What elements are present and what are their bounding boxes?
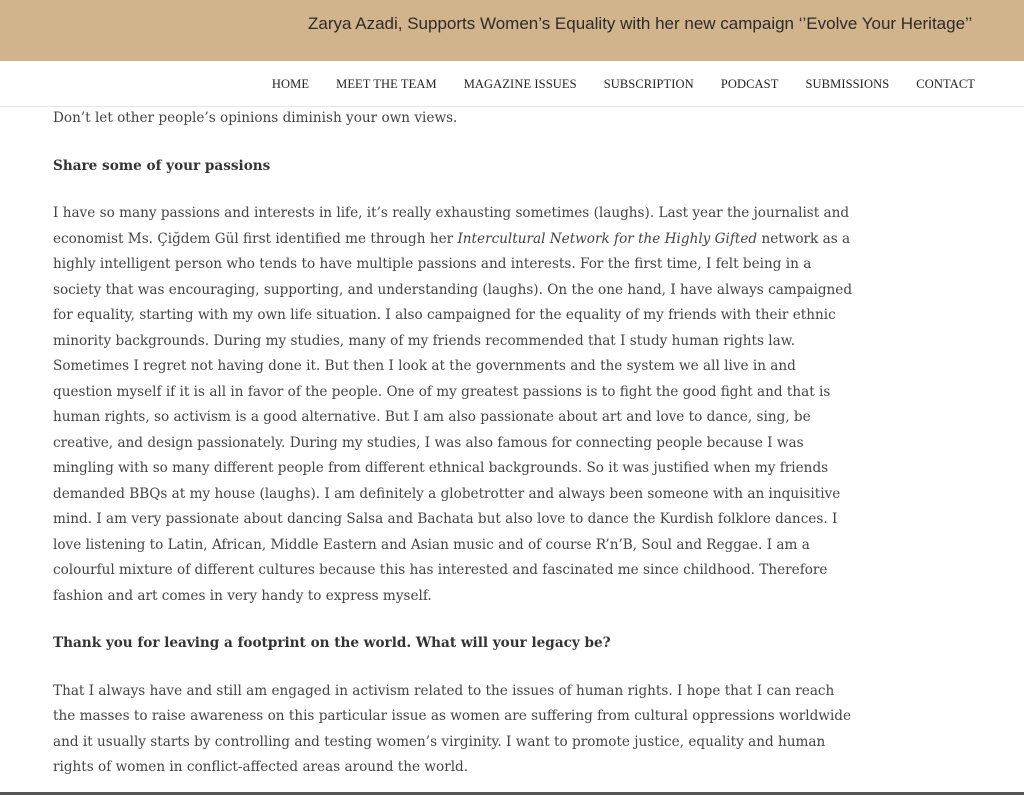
banner-headline[interactable]: Zarya Azadi, Supports Women’s Equality with her new campaign ‘’Evolve Your Heritage’’ [308, 14, 973, 33]
answer-passions-text-b: network as a highly intelligent person who tends to have multiple passions and interests. For the first time, I felt being in a society that was encouraging, supporting, and understanding (laughs). On the one hand, I have always campaigned for equality, starting with my own life situation. I also campaigned for the equality of my friends with their ethnic minority backgrounds. During my studies, many of my friends recommended that I study human rights law. Sometimes I regret not having done it. But then I look at the governments and the system we all live in and question myself if it is all in favor of the people. One of my greatest passions is to fight the good fight and that is human rights, so activism is a good alternative. But I am also passionate about art and love to dance, sing, be creative, and design passionately. During my studies, I was also famous for connecting people because I was mingling with so many different people from different ethnical backgrounds. So it was justified when my friends demanded BBQs at my house (laughs). I am definitely a globetrotter and always been someone with an inquisitive mind. I am very passionate about dancing Salsa and Bachata but also love to dance the Kurdish folklore dances. I love listening to Latin, African, Middle Eastern and Asian music and of course R’n’B, Soul and Reggae. I am a colourful mixture of different cultures because this has interested and fascinated me since childhood. Therefore fashion and art comes in very handy to express myself. [53, 230, 853, 604]
main-navigation [0, 61, 1024, 107]
question-legacy: Thank you for leaving a footprint on the world. What will your legacy be? [53, 635, 611, 651]
answer-passions [53, 201, 853, 609]
nav-item-meet-the-team[interactable]: MEET THE TEAM [336, 77, 437, 91]
article-body [53, 106, 853, 781]
question-passions: Share some of your passions [53, 157, 271, 174]
top-banner [0, 0, 1024, 61]
nav-item-subscription[interactable]: SUBSCRIPTION [603, 77, 694, 91]
nav-item-contact[interactable]: CONTACT [916, 77, 975, 91]
network-name: Intercultural Network for the Highly Gifted [457, 230, 758, 247]
nav-item-submissions[interactable]: SUBMISSIONS [805, 77, 890, 91]
nav-menu [245, 77, 975, 92]
answer-legacy: That I always have and still am engaged in activism related to the issues of human rights. I hope that I can reach the masses to raise awareness on this particular issue as women are suffering from cultural oppressions worldwide and it usually starts by controlling and testing women’s virginity. I want to promote justice, equality and human rights of women in conflict-affected areas around the world. [53, 682, 852, 775]
nav-item-magazine-issues[interactable]: MAGAZINE ISSUES [463, 77, 577, 91]
article-lead: Don’t let other people’s opinions diminish your own views. [53, 110, 458, 126]
nav-item-home[interactable]: HOME [271, 77, 310, 91]
nav-item-podcast[interactable]: PODCAST [720, 77, 779, 91]
answer-passions-text-a: I have so many passions and interests in life, it’s really exhausting sometimes (laughs). Last year the journalist and economist Ms. Çiğdem Gül first identified me through her [53, 205, 850, 247]
